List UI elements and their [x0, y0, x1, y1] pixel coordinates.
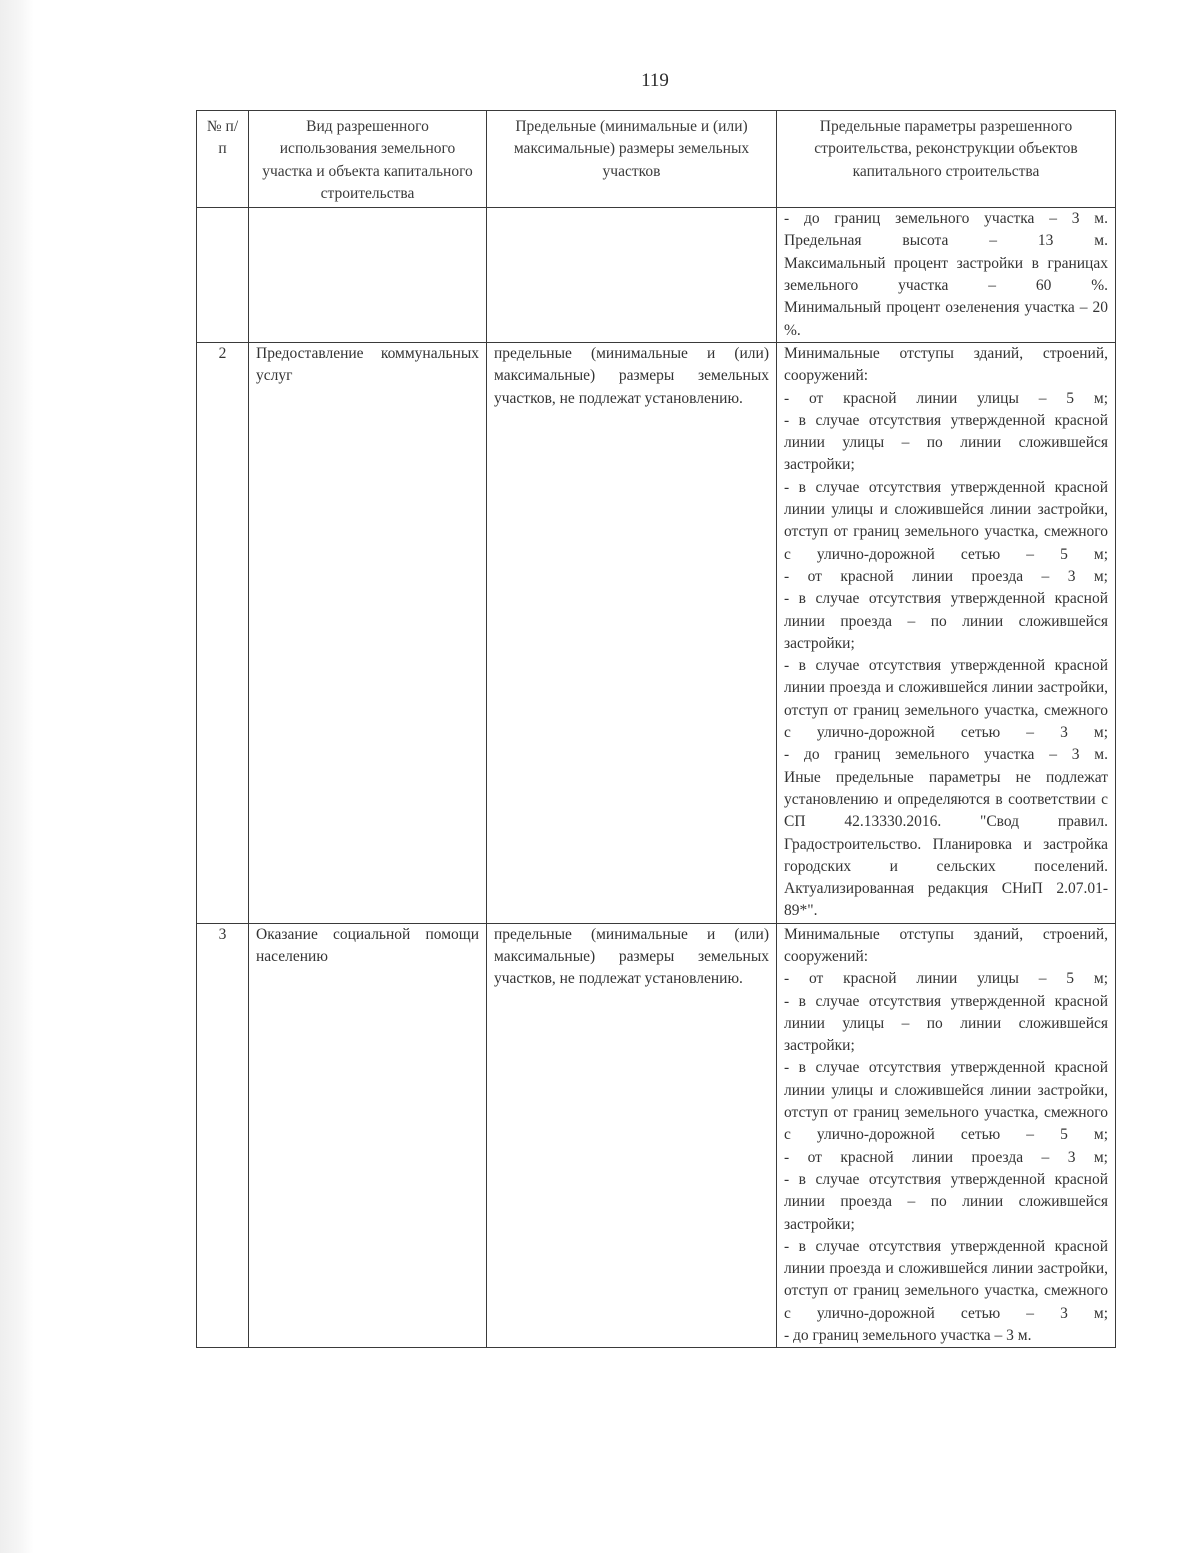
parameter-line: Минимальный процент озеленения участка – 20 %.	[784, 299, 1108, 339]
parameter-line: Максимальный процент застройки в границах земельного участка – 60 %.	[784, 254, 1108, 295]
header-plot-sizes: Предельные (минимальные и (или) максимальные) размеры земельных участков	[487, 111, 777, 208]
row-use-type: Оказание социальной помощи населению	[249, 923, 487, 1348]
parameter-line: - до границ земельного участка – 3 м.	[784, 1327, 1032, 1345]
header-number: № п/п	[197, 111, 249, 208]
parameter-line: - от красной линии улицы – 5 м;	[784, 389, 1108, 407]
parameter-line: - до границ земельного участка – 3 м.	[784, 210, 1108, 228]
row-use-type	[249, 208, 487, 343]
row-parameters	[777, 342, 1116, 923]
parameter-line: Предельная высота – 13 м.	[784, 232, 1108, 250]
parameter-line: - в случае отсутствия утвержденной красной линии улицы – по линии сложившейся застройки;	[784, 411, 1108, 474]
row-plot-sizes	[487, 208, 777, 343]
parameter-line: - от красной линии проезда – 3 м;	[784, 1148, 1108, 1166]
parameter-line: - в случае отсутствия утвержденной красной линии улицы и сложившейся линии застройки, отступ от границ земельного участка, смежного с улично-дорожной сетью – 5 м;	[784, 1059, 1108, 1144]
parameter-line: - в случае отсутствия утвержденной красной линии проезда и сложившейся линии застройки, отступ от границ земельного участка, смежного с улично-дорожной сетью – 3 м;	[784, 1237, 1108, 1322]
header-parameters: Предельные параметры разрешенного строительства, реконструкции объектов капитального строительства	[777, 111, 1116, 208]
table-row	[197, 342, 1116, 923]
parameter-line: - до границ земельного участка – 3 м.	[784, 746, 1108, 764]
row-parameters	[777, 923, 1116, 1348]
parameter-line: - в случае отсутствия утвержденной красной линии проезда – по линии сложившейся застройки;	[784, 1170, 1108, 1233]
table-row	[197, 923, 1116, 1348]
row-use-type: Предоставление коммунальных услуг	[249, 342, 487, 923]
row-number	[197, 208, 249, 343]
scan-edge-shadow	[0, 0, 34, 1553]
parameter-line: - в случае отсутствия утвержденной красной линии улицы и сложившейся линии застройки, отступ от границ земельного участка, смежного с улично-дорожной сетью – 5 м;	[784, 478, 1108, 563]
row-plot-sizes: предельные (минимальные и (или) максимальные) размеры земельных участков, не подлежат установлению.	[487, 923, 777, 1348]
table-header-row	[197, 111, 1116, 208]
row-number: 2	[197, 342, 249, 923]
table-row	[197, 208, 1116, 343]
row-number: 3	[197, 923, 249, 1348]
parameter-line: - в случае отсутствия утвержденной красной линии улицы – по линии сложившейся застройки;	[784, 992, 1108, 1055]
header-use-type: Вид разрешенного использования земельного участка и объекта капитального строительства	[249, 111, 487, 208]
parameter-line: - в случае отсутствия утвержденной красной линии проезда – по линии сложившейся застройки;	[784, 590, 1108, 652]
parameter-line: - от красной линии проезда – 3 м;	[784, 567, 1108, 585]
parameter-line: Иные предельные параметры не подлежат установлению и определяются в соответствии с СП 42.13330.2016. "Свод правил. Градостроительство. Планировка и застройка городских и сельских поселений. Актуализированная редакция СНиП 2.07.01-89*".	[784, 768, 1108, 920]
row-parameters	[777, 208, 1116, 343]
page-number: 119	[641, 70, 669, 91]
parameter-line: Минимальные отступы зданий, строений, сооружений:	[784, 344, 1108, 385]
parameter-line: Минимальные отступы зданий, строений, сооружений:	[784, 925, 1108, 965]
parameter-line: - от красной линии улицы – 5 м;	[784, 970, 1108, 988]
row-plot-sizes: предельные (минимальные и (или) максимальные) размеры земельных участков, не подлежат установлению.	[487, 342, 777, 923]
regulations-table	[196, 110, 1116, 1348]
parameter-line: - в случае отсутствия утвержденной красной линии проезда и сложившейся линии застройки, отступ от границ земельного участка, смежного с улично-дорожной сетью – 3 м;	[784, 657, 1108, 742]
